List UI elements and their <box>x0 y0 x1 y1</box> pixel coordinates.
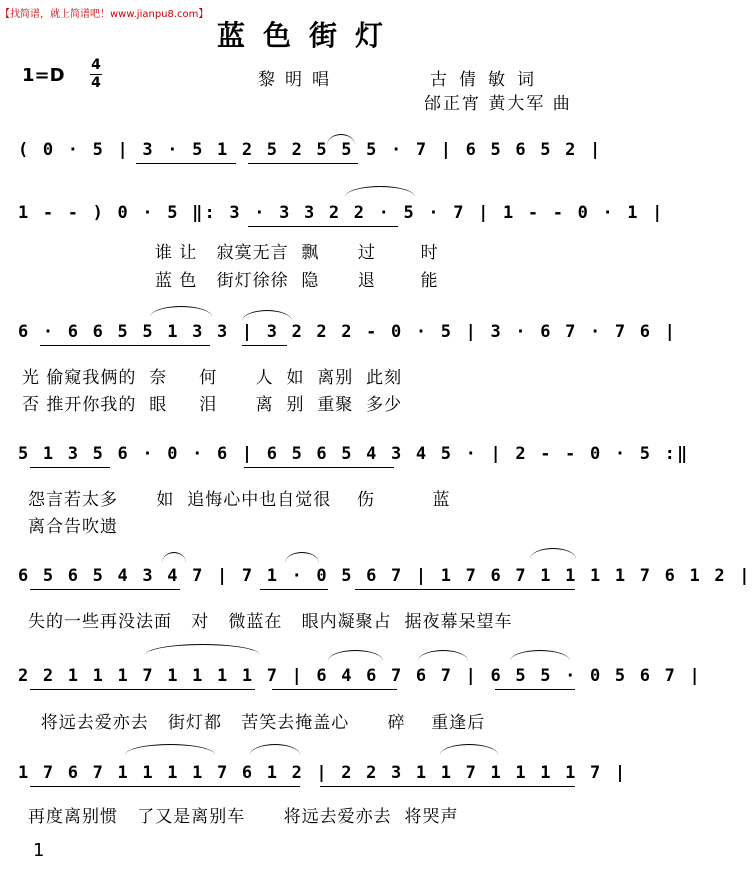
tie-arc <box>327 134 355 145</box>
beam-line <box>30 467 110 468</box>
beam-line <box>248 226 398 227</box>
beam-line <box>30 786 300 787</box>
beam-line <box>242 345 287 346</box>
lyric-line: 将远去爱亦去 街灯都 苦笑去掩盖心 碎 重逢后 <box>28 713 486 733</box>
song-title: 蓝色街灯 <box>216 19 401 52</box>
beam-line <box>40 345 210 346</box>
lyricist-credit: 古倩敏词 <box>430 70 546 90</box>
watermark-text[interactable]: 【找简谱，就上简谱吧！www.jianpu8.com】 <box>0 9 209 20</box>
tie-arc <box>328 650 383 661</box>
singer-credit: 黎明唱 <box>258 70 339 90</box>
time-signature-top: 4 <box>91 57 101 73</box>
notation-line-2: 1 - - ) 0 · 5 ‖: 3 · 3 3 2 2 · 5 · 7 | 1 - - 0 · 1 | <box>18 203 665 223</box>
tie-arc <box>285 552 319 563</box>
beam-line <box>30 689 255 690</box>
tie-arc <box>125 744 215 755</box>
notation-line-5: 6 5 6 5 4 3 4 7 | 7 1 · 0 5 6 7 | 1 7 6 7 1 1 1 1 7 6 1 2 | <box>18 566 752 586</box>
tie-arc <box>418 650 468 661</box>
lyric-line: 光 偷窥我俩的 奈 何 人 如 离别 此刻 <box>22 368 403 388</box>
tie-arc <box>242 310 292 321</box>
beam-line <box>30 589 180 590</box>
beam-line <box>495 689 575 690</box>
notation-line-6: 2 2 1 1 1 7 1 1 1 1 7 | 6 4 6 7 6 7 | 6 5 5 · 0 5 6 7 | <box>18 666 702 686</box>
composer-credit: 邰正宵 黄大军 曲 <box>424 94 572 114</box>
tie-arc <box>162 552 186 563</box>
notation-line-3: 6 · 6 6 5 5 1 3 3 | 3 2 2 2 - 0 · 5 | 3 · 6 7 · 7 6 | <box>18 322 678 342</box>
tie-arc <box>510 650 570 661</box>
lyric-line: 谁 让 寂寞无言 飘 过 时 <box>155 243 439 263</box>
tie-arc <box>150 306 212 317</box>
tie-arc <box>250 744 300 755</box>
notation-line-7: 1 7 6 7 1 1 1 1 7 6 1 2 | 2 2 3 1 1 7 1 1 1 1 7 | <box>18 763 628 783</box>
notation-line-4: 5 1 3 5 6 · 0 · 6 | 6 5 6 5 4 3 4 5 · | 2 - - 0 · 5 :‖ <box>18 444 690 464</box>
time-signature <box>90 58 102 91</box>
time-signature-bottom: 4 <box>91 75 101 91</box>
page-number: 1 <box>33 840 45 861</box>
beam-line <box>244 467 394 468</box>
tie-arc <box>345 186 415 197</box>
tie-arc <box>440 744 498 755</box>
key-signature: 1=D <box>22 65 65 86</box>
notation-line-1: ( 0 · 5 | 3 · 5 1 2 5 2 5 5 5 · 7 | 6 5 6 5 2 | <box>18 140 603 160</box>
lyric-line: 离合告吹遗 <box>28 517 118 537</box>
lyric-line: 怨言若太多 如 追悔心中也自觉很 伤 蓝 <box>28 490 451 510</box>
beam-line <box>248 163 358 164</box>
beam-line <box>260 589 328 590</box>
lyric-line: 再度离别惯 了又是离别车 将远去爱亦去 将哭声 <box>28 807 459 827</box>
beam-line <box>355 589 575 590</box>
beam-line <box>136 163 236 164</box>
lyric-line: 否 推开你我的 眼 泪 离 别 重聚 多少 <box>22 395 403 415</box>
tie-arc <box>530 548 576 559</box>
lyric-line: 失的一些再没法面 对 微蓝在 眼内凝聚占 据夜幕呆望车 <box>28 612 513 632</box>
tie-arc <box>145 644 260 655</box>
lyric-line: 蓝 色 街灯徐徐 隐 退 能 <box>155 271 439 291</box>
beam-line <box>272 689 397 690</box>
beam-line <box>320 786 575 787</box>
